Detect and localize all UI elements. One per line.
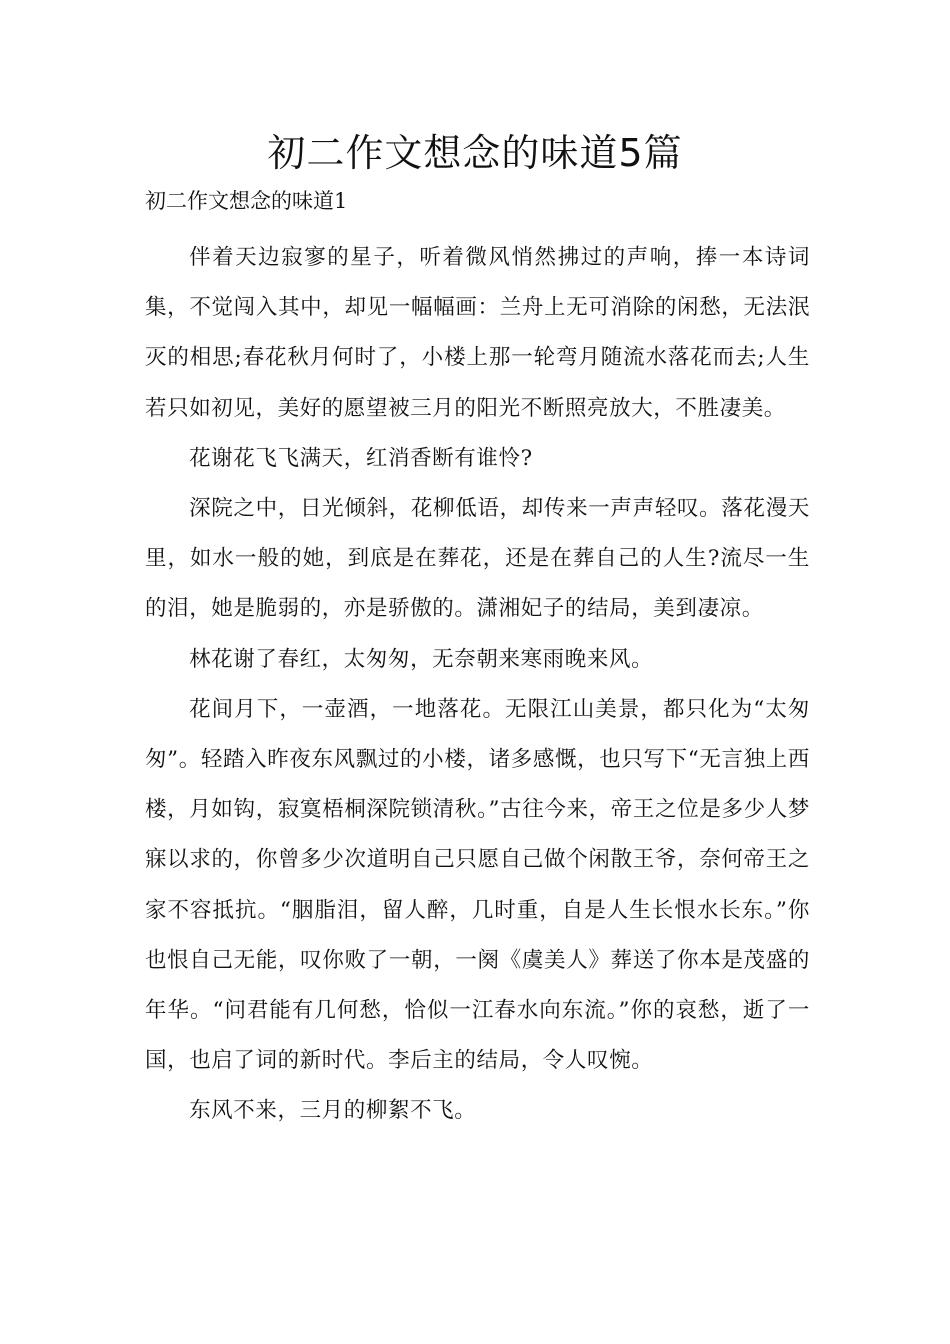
paragraph: 深院之中，日光倾斜，花柳低语，却传来一声声轻叹。落花漫天里，如水一般的她，到底是在葬花，还是在葬自己的人生?流尽一生的泪，她是脆弱的，亦是骄傲的。潇湘妃子的结局，美到凄凉。 <box>145 496 810 622</box>
paragraph: 花谢花飞飞满天，红消香断有谁怜? <box>189 445 533 471</box>
paragraph: 花间月下，一壶酒，一地落花。无限江山美景，都只化为“太匆匆”。轻踏入昨夜东风飘过的小楼，诸多感慨，也只写下“无言独上西楼，月如钩，寂寞梧桐深院锁清秋。”古往今来，帝王之位是多少人梦寐以求的，你曾多少次道明自己只愿自己做个闲散王爷，奈何帝王之家不容抵抗。“胭脂泪，留人醉，几时重，自是人生长恨水长东。”你也恨自己无能，叹你败了一朝，一阕《虞美人》葬送了你本是茂盛的年华。“问君能有几何愁，恰似一江春水向东流。”你的哀愁，逝了一国，也启了词的新时代。李后主的结局，令人叹惋。 <box>145 696 810 1074</box>
article-body <box>145 233 810 1137</box>
paragraph: 林花谢了春红，太匆匆，无奈朝来寒雨晚来风。 <box>189 646 654 672</box>
paragraph: 东风不来，三月的柳絮不飞。 <box>189 1098 477 1124</box>
section-title: 初二作文想念的味道1 <box>145 189 348 213</box>
document-title: 初二作文想念的味道5篇 <box>267 131 683 175</box>
paragraph: 伴着天边寂寥的星子，听着微风悄然拂过的声响，捧一本诗词集，不觉闯入其中，却见一幅幅画：兰舟上无可消除的闲愁，无法泯灭的相思;春花秋月何时了，小楼上那一轮弯月随流水落花而去;人生若只如初见，美好的愿望被三月的阳光不断照亮放大，不胜凄美。 <box>145 245 810 421</box>
